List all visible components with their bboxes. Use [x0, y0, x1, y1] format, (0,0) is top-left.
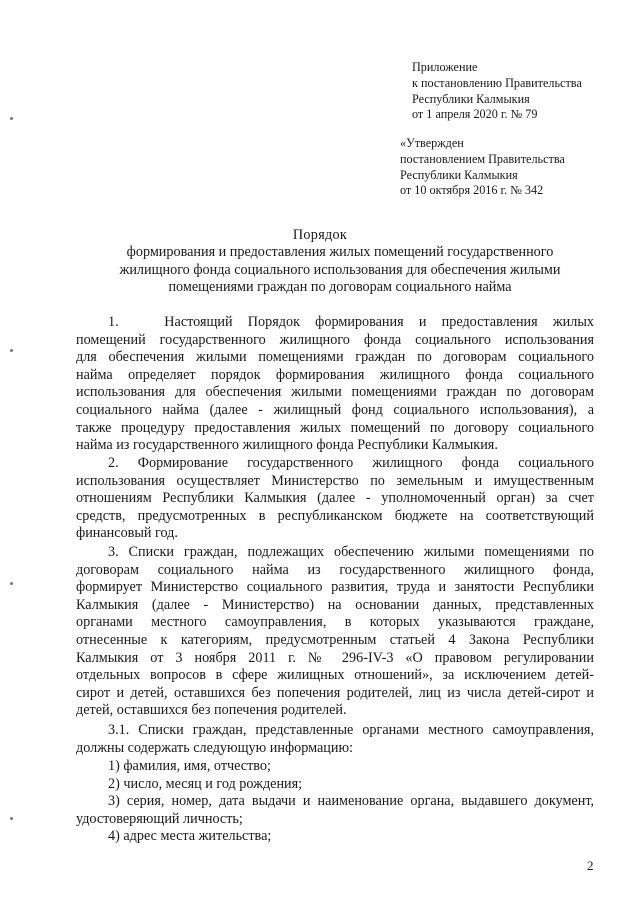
approval-line: Республики Калмыкия — [400, 167, 518, 182]
list-item: 1) фамилия, имя, отчество; — [108, 758, 271, 774]
appendix-line: к постановлению Правительства — [412, 75, 582, 90]
text-line: 1. Настоящий Порядок формирования и предоставления жилых — [108, 314, 594, 330]
text-line: финансовый год. — [76, 525, 178, 542]
text-line: Калмыкия (далее - Министерство) на основании данных, представленных — [76, 596, 594, 613]
text-line: сирот и детей, оставшихся без попечения родителей, лиц из числа детей-сирот и — [76, 684, 594, 701]
paragraph-3-1 — [76, 722, 594, 757]
text-line: найма определяет порядок формирования жилищного фонда социального — [76, 366, 594, 383]
scan-mark — [10, 349, 13, 352]
text-line: найма из государственного жилищного фонда Республики Калмыкия. — [76, 437, 498, 454]
subtitle-line: жилищного фонда социального использования для обеспечения жилыми — [119, 261, 561, 278]
text-line: отдельных вопросов в сфере жилищных отношений», за исключением детей- — [76, 667, 594, 684]
approval-line: постановлением Правительства — [400, 151, 565, 166]
text-line: органами местного самоуправления, в которых указываются граждане, — [76, 614, 594, 631]
text-line: отнесенные к категориям, предусмотренным статьей 4 Закона Республики — [76, 631, 594, 648]
subtitle-line: формирования и предоставления жилых помещений государственного — [126, 244, 554, 260]
approval-line: «Утвержден — [400, 136, 464, 150]
text-line: Калмыкия от 3 ноября 2011 г. № 296-IV-3 «О правовом регулировании — [76, 649, 594, 666]
scan-mark — [10, 582, 13, 585]
appendix-line: Республики Калмыкия — [412, 91, 530, 106]
text-line: отношениям Республики Калмыкия (далее - уполномоченный орган) за счет — [76, 490, 594, 507]
text-line: должны содержать следующую информацию: — [76, 739, 354, 756]
paragraph-2 — [76, 455, 594, 543]
scan-mark — [10, 817, 13, 820]
list-item-continuation: удостоверяющий личность; — [76, 810, 243, 827]
text-line: детей, оставшихся без попечения родителей. — [76, 702, 347, 719]
text-line: 2. Формирование государственного жилищного фонда социального — [108, 455, 594, 471]
appendix-line: Приложение — [412, 60, 478, 74]
text-line: средств, предусмотренных в республиканском бюджете на соответствующий — [76, 507, 594, 524]
text-line: также процедуру предоставления жилых помещений по договору социального — [76, 419, 594, 436]
text-line: для обеспечения жилыми помещениями граждан по договорам социального — [76, 349, 594, 366]
subtitle-line: помещениями граждан по договорам социального найма — [168, 279, 512, 295]
document-title: Порядок — [292, 227, 348, 243]
text-line: помещений государственного жилищного фонда социального использования — [76, 331, 594, 348]
approval-line: от 10 октября 2016 г. № 342 — [400, 183, 544, 198]
text-line: использования осуществляет Министерство по земельным и имущественным — [76, 472, 594, 489]
text-line: 3. Списки граждан, подлежащих обеспечению жилыми помещениями по — [108, 544, 594, 560]
text-line: 3.1. Списки граждан, представленные органами местного самоуправления, — [108, 722, 594, 738]
list-item: 2) число, месяц и год рождения; — [108, 775, 303, 792]
list-item: 3) серия, номер, дата выдачи и наименование органа, выдавшего документ, — [108, 793, 594, 810]
text-line: социального найма (далее - жилищный фонд социального использования), а — [76, 401, 594, 418]
appendix-header — [412, 60, 622, 123]
paragraph-3 — [76, 544, 594, 720]
paragraph-1 — [76, 314, 594, 455]
document-subtitle — [60, 244, 620, 297]
approval-header — [400, 136, 625, 199]
appendix-line: от 1 апреля 2020 г. № 79 — [412, 107, 538, 122]
text-line: договорам социального найма из государственного жилищного фонда, — [76, 561, 594, 578]
info-list — [76, 758, 594, 846]
list-item: 4) адрес места жительства; — [108, 828, 272, 845]
text-line: формирует Министерство социального развития, труда и занятости Республики — [76, 579, 594, 596]
scan-mark — [10, 117, 13, 120]
page-number: 2 — [587, 858, 594, 873]
text-line: использования для обеспечения жилыми помещениями граждан по договорам — [76, 384, 594, 401]
